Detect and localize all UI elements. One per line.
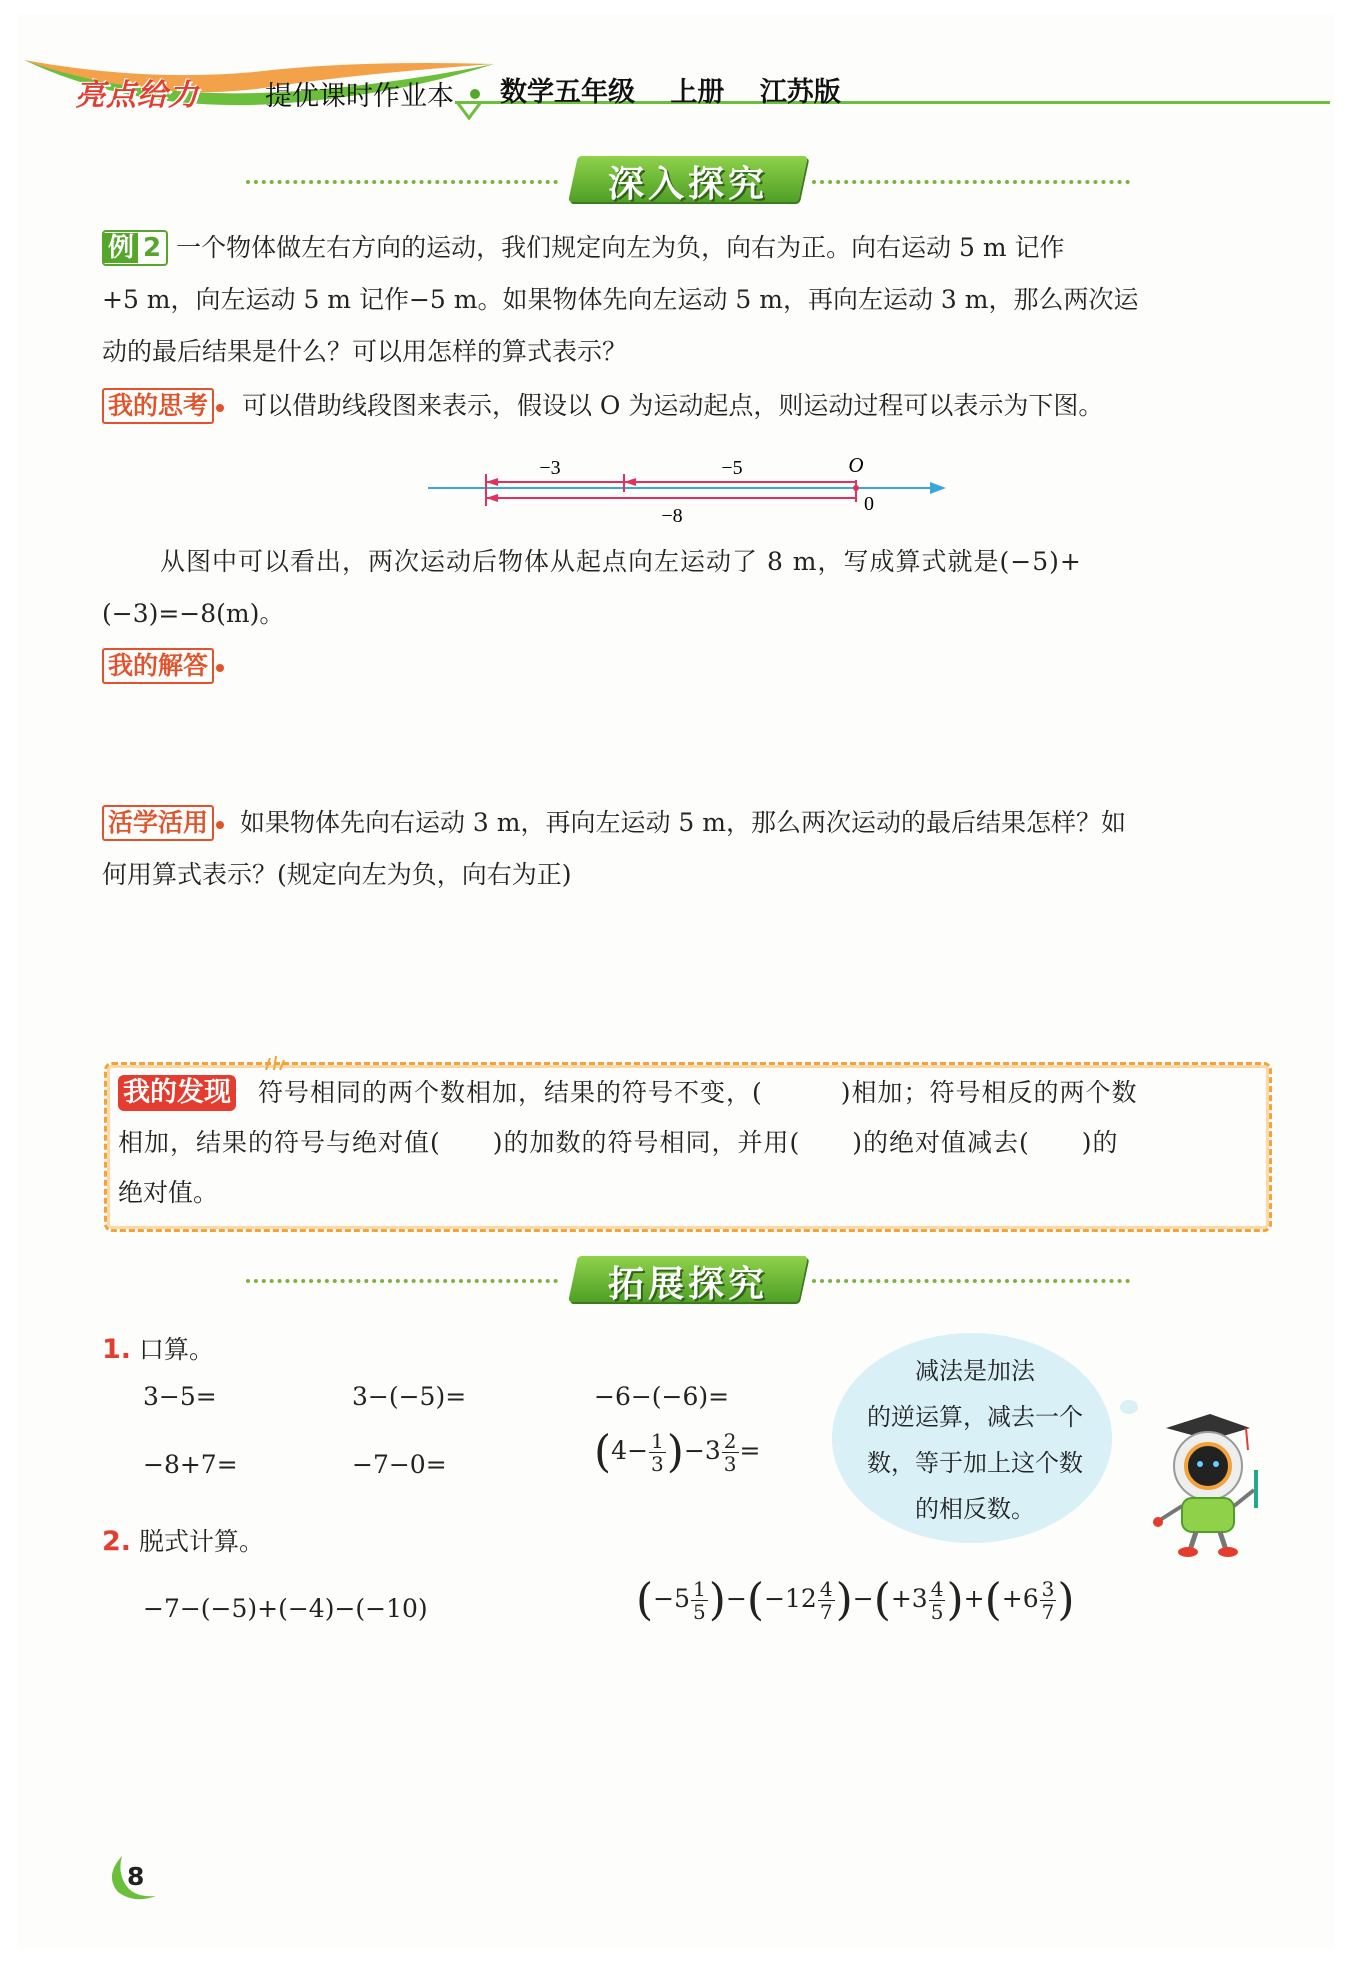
question-number: 2. bbox=[102, 1526, 132, 1557]
calc-item-fraction: (4− $\frac{1}{3}$ )−3 $\frac{2}{3}$ = bbox=[594, 1426, 761, 1478]
practice-line-2: 何用算式表示？(规定向左为负，向右为正) bbox=[102, 860, 572, 889]
discovery-line-1: 符号相同的两个数相加，结果的符号不变，( )相加；符号相反的两个数 bbox=[257, 1078, 1138, 1107]
tip-line: 的逆运算，减去一个 bbox=[867, 1403, 1083, 1431]
label-origin: O bbox=[848, 453, 864, 477]
example-line-3: 动的最后结果是什么？可以用怎样的算式表示？ bbox=[102, 337, 628, 366]
tag-dot-icon bbox=[216, 821, 224, 829]
tag-dot-icon bbox=[216, 404, 224, 412]
banner-dots-left bbox=[246, 1279, 558, 1283]
calc-item: 3−(−5)= bbox=[352, 1382, 467, 1411]
tip-line: 的相反数。 bbox=[915, 1495, 1035, 1523]
label-minus3: −3 bbox=[539, 457, 561, 479]
calc-expression-1: −7−(−5)+(−4)−(−10) bbox=[143, 1594, 428, 1623]
robot-mascot-icon bbox=[1130, 1410, 1270, 1560]
example-tag: 例 2 bbox=[102, 230, 168, 266]
explanation-block bbox=[102, 536, 1282, 640]
question-1-heading bbox=[102, 1330, 214, 1366]
tip-text bbox=[840, 1348, 1110, 1532]
question-number: 1. bbox=[102, 1334, 132, 1365]
practice-line-1: 如果物体先向右运动 3 m，再向左运动 5 m，那么两次运动的最后结果怎样？如 bbox=[239, 808, 1126, 837]
answer-block bbox=[102, 640, 224, 692]
page-number: 8 bbox=[127, 1862, 145, 1891]
subject-label: 数学五年级 bbox=[500, 77, 635, 108]
header-chevron-icon bbox=[455, 86, 485, 122]
explanation-line-1: 从图中可以看出，两次运动后物体从起点向左运动了 8 m，写成算式就是(−5)+ bbox=[160, 547, 1082, 576]
label-minus8: −8 bbox=[661, 505, 683, 527]
tag-dot-icon bbox=[216, 664, 224, 672]
discovery-line-3: 绝对值。 bbox=[118, 1178, 219, 1207]
edition-label: 江苏版 bbox=[759, 77, 841, 108]
explanation-line-2: (−3)=−8(m)。 bbox=[102, 599, 285, 628]
sparkle-icon bbox=[262, 1054, 286, 1074]
arrowhead-minus3-icon bbox=[486, 478, 498, 486]
calc-expression-2: (−5 $\frac{1}{5}$ )−(−12 $\frac{4}{7}$ )−(+3 $\frac{4}{5}$ )+(+6 $\frac{3}{7}$ ) bbox=[636, 1574, 1075, 1626]
thinking-text: 可以借助线段图来表示，假设以 O 为运动起点，则运动过程可以表示为下图。 bbox=[241, 391, 1104, 420]
practice-block bbox=[102, 797, 1282, 901]
brand-logo: 亮点给力 bbox=[75, 78, 199, 113]
section-title: 深入探究 bbox=[607, 164, 768, 205]
tip-line: 数，等于加上这个数 bbox=[867, 1449, 1083, 1477]
series-name: 提优课时作业本 bbox=[265, 81, 454, 112]
label-zero: 0 bbox=[864, 493, 874, 515]
example-line-2: +5 m，向左运动 5 m 记作−5 m。如果物体先向左运动 5 m，再向左运动 3 m，那么两次运 bbox=[102, 285, 1139, 314]
thinking-tag: 我的思考 bbox=[102, 388, 214, 424]
discovery-tag: 我的发现 bbox=[118, 1075, 236, 1111]
calc-item: −7−0= bbox=[352, 1450, 447, 1479]
tip-line: 减法是加法 bbox=[915, 1357, 1035, 1385]
origin-point bbox=[853, 485, 859, 491]
axis-arrow-icon bbox=[930, 482, 946, 494]
question-title: 口算。 bbox=[139, 1335, 215, 1364]
calc-item: −8+7= bbox=[143, 1450, 238, 1479]
question-title: 脱式计算。 bbox=[139, 1527, 265, 1556]
example-line-1: 一个物体做左右方向的运动，我们规定向左为负，向右为正。向右运动 5 m 记作 bbox=[176, 233, 1065, 262]
volume-label: 上册 bbox=[670, 77, 725, 108]
calc-item: 3−5= bbox=[143, 1382, 217, 1411]
question-2-heading bbox=[102, 1522, 264, 1558]
answer-tag: 我的解答 bbox=[102, 648, 214, 684]
discovery-content bbox=[118, 1068, 1258, 1218]
banner-dots-right bbox=[812, 180, 1130, 184]
calc-item: −6−(−6)= bbox=[594, 1382, 730, 1411]
section-title: 拓展探究 bbox=[607, 1264, 768, 1305]
discovery-line-2: 相加，结果的符号与绝对值( )的加数的符号相同，并用( )的绝对值减去( )的 bbox=[118, 1128, 1119, 1157]
practice-tag: 活学活用 bbox=[102, 805, 214, 841]
example-block bbox=[102, 222, 1282, 378]
banner-dots-left bbox=[246, 180, 558, 184]
label-minus5: −5 bbox=[721, 457, 743, 479]
arrowhead-minus8-icon bbox=[486, 494, 498, 502]
thinking-block bbox=[102, 380, 1282, 432]
header-info bbox=[500, 70, 867, 109]
number-line-diagram bbox=[420, 450, 960, 540]
arrowhead-minus5-icon bbox=[624, 478, 636, 486]
banner-dots-right bbox=[812, 1279, 1130, 1283]
